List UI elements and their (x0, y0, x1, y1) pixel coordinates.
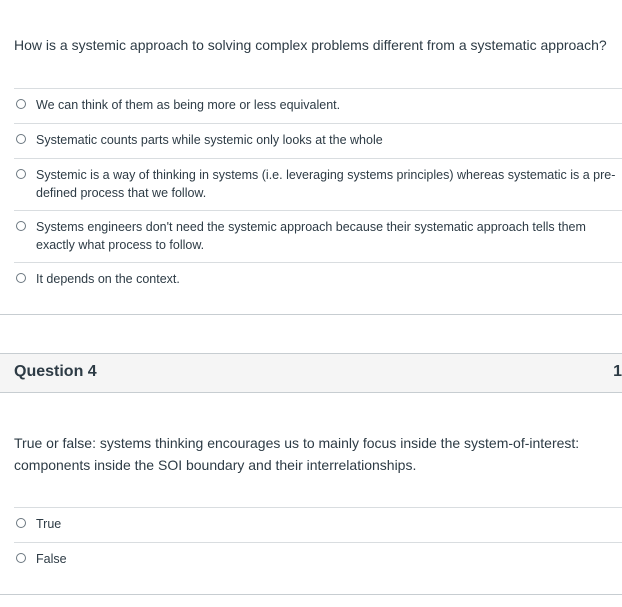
answer-option[interactable] (14, 123, 622, 158)
radio-button[interactable] (16, 518, 26, 528)
radio-button[interactable] (16, 221, 26, 231)
answer-label: False (36, 552, 67, 566)
question-3-text: How is a systemic approach to solving complex problems different from a systematic approach? (14, 37, 607, 53)
radio-button[interactable] (16, 169, 26, 179)
radio-button[interactable] (16, 273, 26, 283)
question-points: 1 (613, 363, 622, 380)
answer-label: True (36, 517, 62, 531)
answer-option[interactable] (14, 507, 622, 542)
question-4-text: True or false: systems thinking encourages us to mainly focus inside the system-of-interest: components inside the SOI boundary and their interrelationships. (14, 435, 580, 473)
answer-label: Systematic counts parts while systemic only looks at the whole (36, 133, 383, 147)
answer-option[interactable] (14, 88, 622, 123)
radio-button[interactable] (16, 134, 26, 144)
answer-option[interactable] (14, 542, 622, 577)
answer-label: We can think of them as being more or less equivalent. (36, 98, 341, 112)
divider (0, 314, 622, 315)
answer-label: Systemic is a way of thinking in systems (i.e. leveraging systems principles) whereas systematic is a pre-defined process that we follow. (36, 168, 616, 200)
radio-button[interactable] (16, 553, 26, 563)
answer-option[interactable] (14, 262, 622, 297)
answer-label: It depends on the context. (36, 272, 180, 286)
question-4-answers (14, 507, 622, 577)
question-4-header (0, 353, 622, 393)
question-title: Question 4 (14, 363, 97, 380)
radio-button[interactable] (16, 99, 26, 109)
question-3-answers (14, 88, 622, 297)
answer-option[interactable] (14, 210, 622, 262)
answer-label: Systems engineers don't need the systemic approach because their systematic approach tells them exactly what process to follow. (36, 220, 586, 252)
answer-option[interactable] (14, 158, 622, 210)
divider (0, 594, 622, 595)
